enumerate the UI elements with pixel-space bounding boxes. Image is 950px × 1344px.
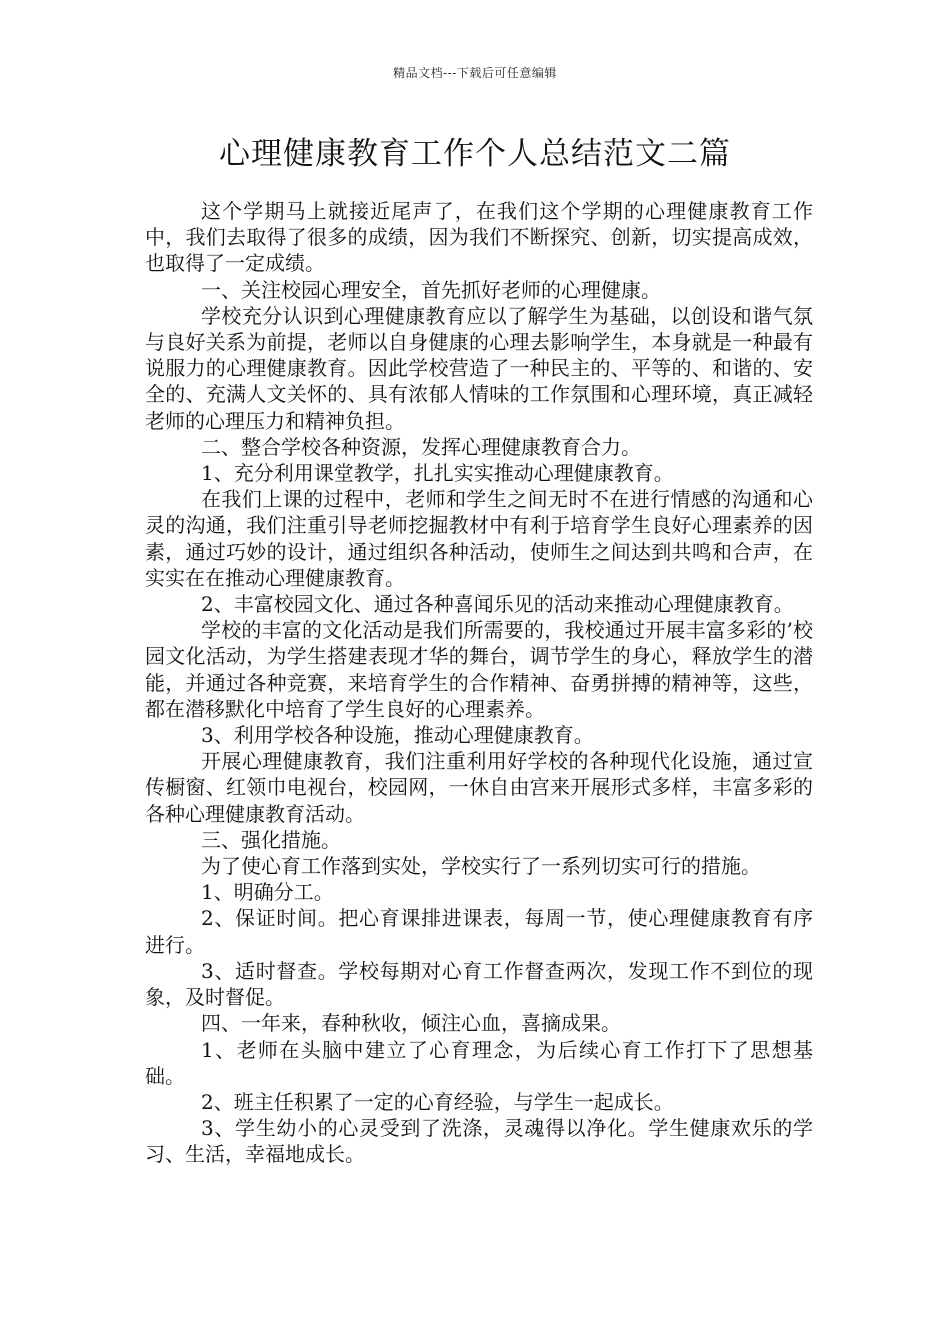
paragraph: 2、保证时间。把心育课排进课表，每周一节，使心理健康教育有序进行。: [145, 906, 813, 957]
paragraph: 1、充分利用课堂教学，扎扎实实推动心理健康教育。: [201, 461, 674, 486]
paragraph: 2、丰富校园文化、通过各种喜闻乐见的活动来推动心理健康教育。: [201, 592, 794, 617]
document-body: [145, 198, 813, 1168]
paragraph: 3、适时督查。学校每期对心育工作督查两次，发现工作不到位的现象，及时督促。: [145, 958, 813, 1010]
paragraph: 这个学期马上就接近尾声了，在我们这个学期的心理健康教育工作中，我们去取得了很多的成绩，因为我们不断探究、创新，切实提高成效，也取得了一定成绩。: [145, 199, 813, 276]
paragraph: 在我们上课的过程中，老师和学生之间无时不在进行情感的沟通和心灵的沟通，我们注重引导老师挖掘教材中有利于培育学生良好心理素养的因素，通过巧妙的设计，通过组织各种活动，使师生之间达到共鸣和合声，在实实在在推动心理健康教育。: [145, 487, 813, 590]
paragraph: 四、一年来，春种秋收，倾注心血，喜摘成果。: [201, 1011, 621, 1036]
paragraph: 1、明确分工。: [201, 880, 334, 905]
document-title: 心理健康教育工作个人总结范文二篇: [219, 136, 731, 172]
paragraph: 二、整合学校各种资源，发挥心理健康教育合力。: [201, 434, 641, 459]
paragraph: 学校充分认识到心理健康教育应以了解学生为基础，以创设和谐气氛与良好关系为前提，老师以自身健康的心理去影响学生，本身就是一种最有说服力的心理健康教育。因此学校营造了一种民主的、平等的、和谐的、安全的、充满人文关怀的、具有浓郁人情味的工作氛围和心理环境，真正减轻老师的心理压力和精神负担。: [145, 303, 813, 433]
paragraph: 开展心理健康教育，我们注重利用好学校的各种现代化设施，通过宣传橱窗、红领巾电视台，校园网，一休自由宫来开展形式多样，丰富多彩的各种心理健康教育活动。: [145, 749, 813, 826]
paragraph: 3、学生幼小的心灵受到了洗涤，灵魂得以净化。学生健康欢乐的学习、生活，幸福地成长。: [145, 1116, 813, 1167]
paragraph: 一、关注校园心理安全，首先抓好老师的心理健康。: [201, 277, 661, 302]
paragraph: 学校的丰富的文化活动是我们所需要的，我校通过开展丰富多彩的’校园文化活动，为学生搭建表现才华的舞台，调节学生的身心，释放学生的潜能，并通过各种竞赛，来培育学生的合作精神、奋勇拼搏的精神等，这些，都在潜移默化中培育了学生良好的心理素养。: [145, 618, 813, 721]
paragraph: 3、利用学校各种设施，推动心理健康教育。: [201, 723, 594, 748]
paragraph: 1、老师在头脑中建立了心育理念，为后续心育工作打下了思想基础。: [145, 1037, 813, 1088]
paragraph: 2、班主任积累了一定的心育经验，与学生一起成长。: [201, 1089, 674, 1114]
paragraph: 三、强化措施。: [201, 827, 341, 852]
page-header: 精品文档---下载后可任意编辑: [393, 66, 557, 80]
paragraph: 为了使心育工作落到实处，学校实行了一系列切实可行的措施。: [201, 854, 761, 879]
